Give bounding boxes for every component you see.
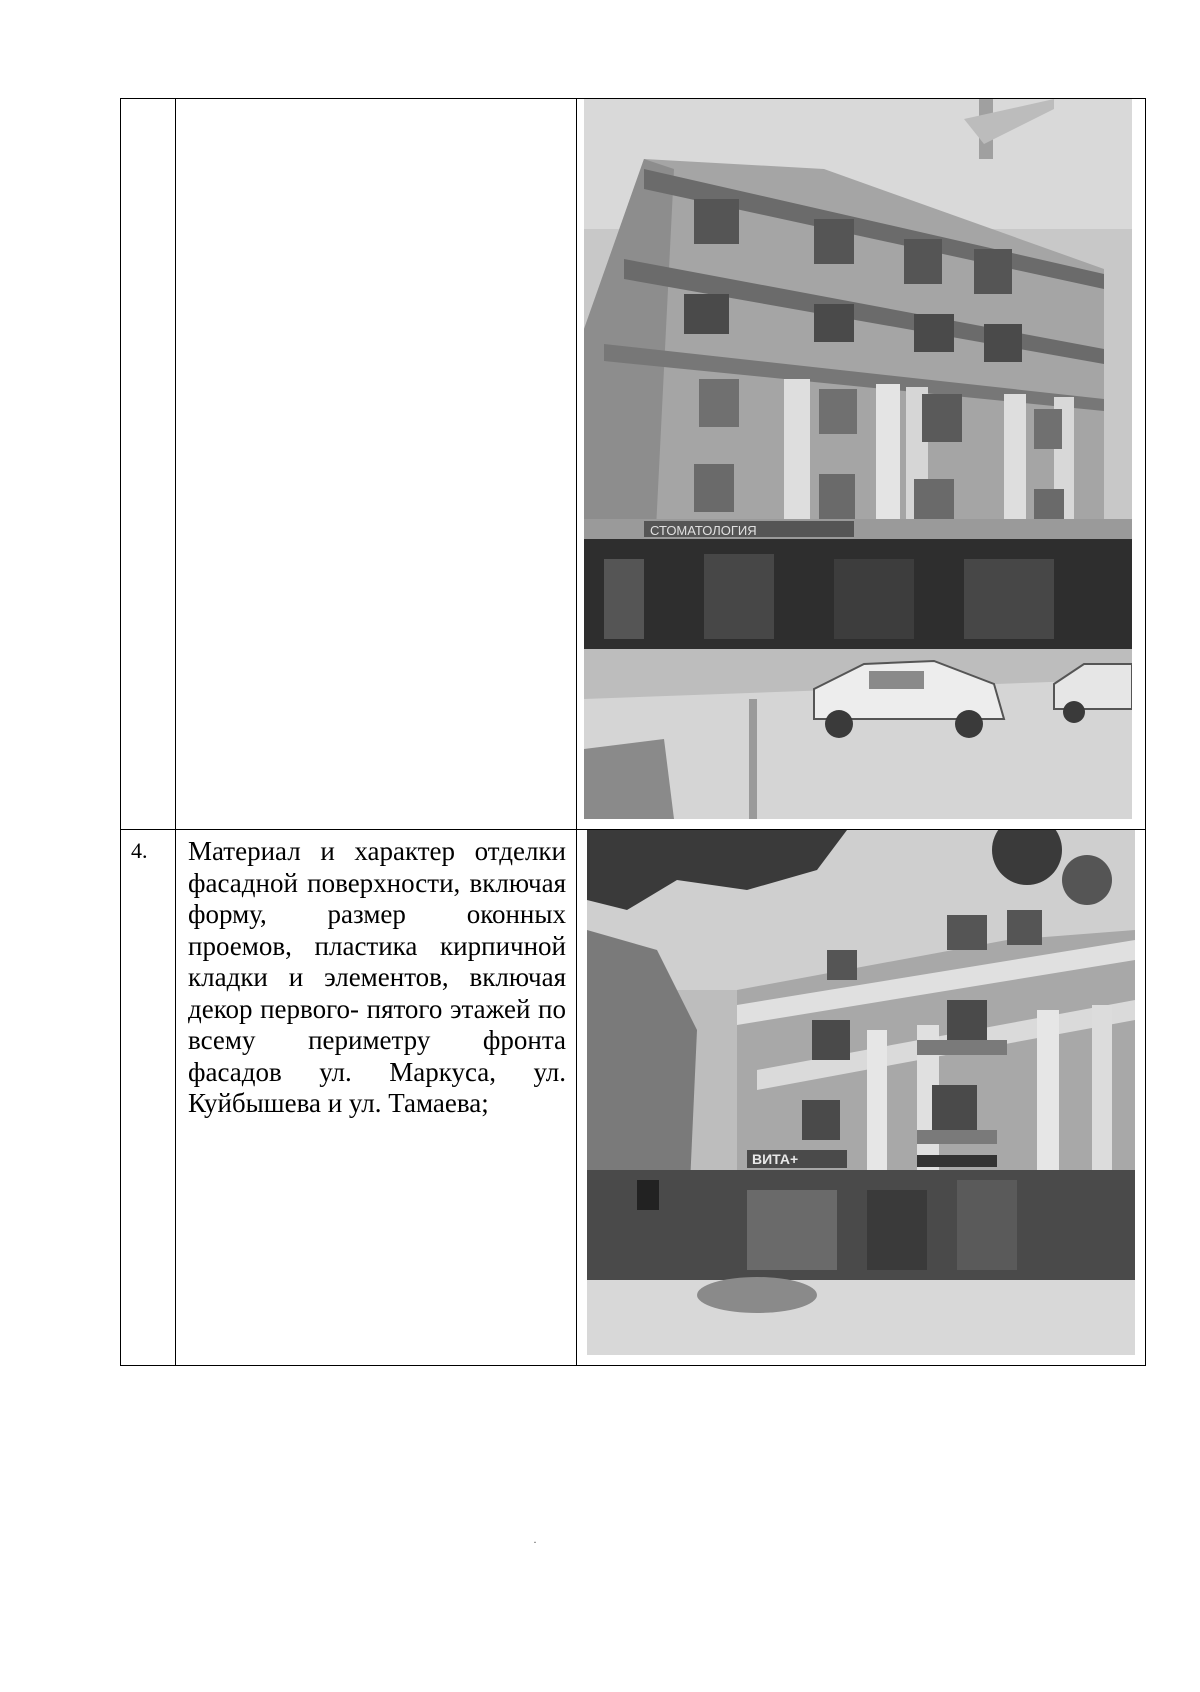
row-number: [121, 99, 175, 107]
building-photo-2: [577, 830, 1145, 1365]
row-number-cell: [121, 830, 176, 1366]
row-number: 4.: [131, 838, 148, 863]
photo-cell: [577, 99, 1146, 830]
description-cell: [176, 99, 577, 830]
document-table: [120, 98, 1146, 1366]
row-description: Материал и характер отделки фасадной поверхности, включая форму, размер оконных проемов, пластика кирпичной кладки и элементов, включая декор первого- пятого этажей по всему периметру фронта фасадов ул. Маркуса, ул. Куйбышева и ул. Тамаева;: [188, 836, 566, 1118]
row-number-cell: [121, 99, 176, 830]
photo1-sign-text: СТОМАТОЛОГИЯ: [650, 523, 757, 538]
table-row: [121, 830, 1146, 1366]
row-description: [176, 99, 576, 105]
building-photo-1: [577, 99, 1145, 829]
building-photo-1-image: [584, 99, 1132, 819]
description-cell: [176, 830, 577, 1366]
table-row: [121, 99, 1146, 830]
photo2-sign-text: ВИТА+: [752, 1151, 799, 1167]
building-photo-2-image: [587, 830, 1135, 1355]
photo-cell: [577, 830, 1146, 1366]
page-dot: ·: [533, 1535, 537, 1549]
